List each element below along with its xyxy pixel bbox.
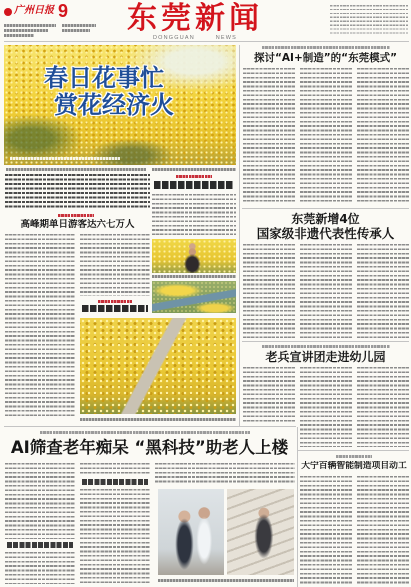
lead-headline-line1: 春日花事忙 [44,64,164,92]
story-kicker [40,431,250,434]
section-subhead [82,479,148,485]
story-kicker [336,455,372,458]
editor-line [62,24,96,27]
story-headline: 探讨“AI+制造”的“东莞模式” [254,52,397,64]
editor-line [62,29,90,32]
body-text-column [357,476,409,584]
column-divider [297,427,298,587]
lead-photo-flowers [4,45,236,165]
body-text-column [300,367,352,447]
subhead-kicker [58,214,94,217]
body-text-column [300,244,352,338]
photo-caption [152,275,236,278]
photo-caption [158,579,294,582]
body-text-column [357,68,409,204]
section-subhead [7,542,73,548]
body-text-column [5,463,75,539]
body-text-column [300,476,352,584]
newspaper-logo-icon [4,8,12,16]
photo-stair-climbing-device [227,489,294,575]
photo-caption [80,418,236,421]
body-text-column [357,367,409,447]
body-text-column [300,68,352,204]
body-text-column [80,234,150,296]
body-text-column [80,489,150,584]
photo-aerial-lake [152,281,236,313]
body-text-column [155,463,295,485]
lead-paragraph [5,174,150,210]
issue-info-line [4,34,34,37]
body-text-column [5,552,75,584]
story-kicker [262,345,390,348]
photo-elderly-screening [158,489,224,575]
section-divider [4,426,296,427]
photo-visitors-among-flowers [152,239,236,273]
story-headline-line2: 国家级非遗代表性传承人 [256,226,395,241]
story-headline: AI筛查老年痴呆 “黑科技”助老人上楼 [10,438,289,457]
photo-caption [6,168,146,171]
section-title: 东莞新闻 [127,2,263,35]
story-headline: 大宁百辆智能制造项目动工 [301,461,407,471]
section-divider [242,341,409,342]
body-text-column [243,367,295,424]
section-subhead [154,181,234,189]
contact-info [330,5,408,36]
issue-info-line [4,29,48,32]
lead-subhead: 高峰期单日游客达六七万人 [20,219,135,230]
section-subhead [82,305,148,312]
photo-aerial-flower-path [80,318,236,414]
body-text-column [5,234,75,417]
section-kicker [176,175,212,178]
photo-credit [10,157,120,160]
body-text-column [152,194,236,235]
section-title-english: DONGGUAN NEWS [152,35,238,41]
story-headline: 老兵宣讲团走进幼儿园 [265,350,386,364]
story-headline-line1: 东莞新增4位 [291,212,360,226]
newspaper-logo: 广州日报 [14,5,54,16]
body-text-column [357,244,409,338]
page-number: 9 [58,1,69,21]
section-divider [242,208,409,209]
lead-headline-line2: 赏花经济火 [54,91,174,119]
body-text-column [80,463,150,476]
photo-caption [152,168,236,171]
column-divider [239,45,240,426]
story-kicker [262,46,390,49]
issue-date-line [4,24,56,27]
body-text-column [243,68,295,204]
section-kicker [98,300,132,303]
masthead-divider [4,41,409,42]
body-text-column [243,244,295,338]
section-divider [298,450,409,451]
